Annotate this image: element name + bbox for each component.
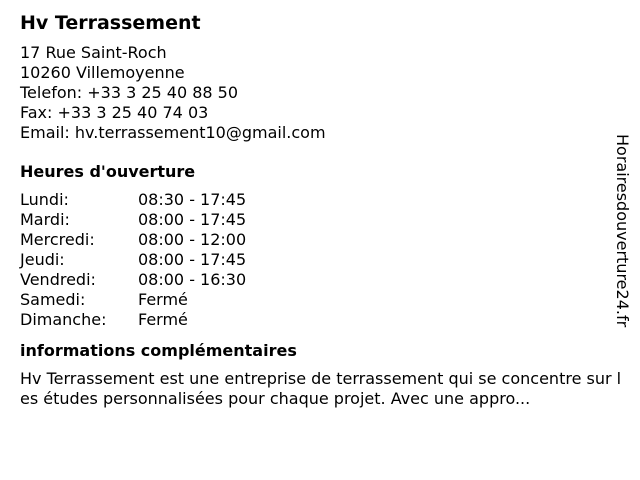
- day-label: Dimanche:: [20, 310, 107, 329]
- day-label: Lundi:: [20, 190, 69, 209]
- hours-row-monday: [20, 190, 630, 210]
- day-label: Jeudi:: [20, 250, 65, 269]
- fax-number: Fax: +33 3 25 40 74 03: [20, 103, 209, 122]
- hours-table: [20, 190, 630, 330]
- time-value: 08:30 - 17:45: [138, 190, 247, 209]
- site-watermark: Horairesdouverture24.fr: [613, 134, 632, 328]
- business-description: Hv Terrassement est une entreprise de terrassement qui se concentre sur les études personnalisées pour chaque projet. Avec une appro...: [20, 369, 622, 408]
- time-value: 08:00 - 17:45: [138, 250, 247, 269]
- day-label: Vendredi:: [20, 270, 96, 289]
- hours-row-friday: [20, 270, 630, 290]
- business-name: Hv Terrassement: [20, 12, 201, 34]
- day-label: Mardi:: [20, 210, 70, 229]
- hours-row-tuesday: [20, 210, 630, 230]
- day-label: Mercredi:: [20, 230, 95, 249]
- phone-number: Telefon: +33 3 25 40 88 50: [20, 83, 239, 102]
- hours-heading: Heures d'ouverture: [20, 162, 196, 181]
- time-value: 08:00 - 17:45: [138, 210, 247, 229]
- info-heading: informations complémentaires: [20, 341, 297, 360]
- time-value: Fermé: [138, 290, 188, 309]
- address-street: 17 Rue Saint-Roch: [20, 43, 167, 62]
- address-city: 10260 Villemoyenne: [20, 63, 185, 82]
- hours-row-saturday: [20, 290, 630, 310]
- email-address: Email: hv.terrassement10@gmail.com: [20, 123, 326, 142]
- hours-row-thursday: [20, 250, 630, 270]
- time-value: Fermé: [138, 310, 188, 329]
- contact-block: [20, 43, 630, 143]
- day-label: Samedi:: [20, 290, 86, 309]
- hours-row-sunday: [20, 310, 630, 330]
- time-value: 08:00 - 16:30: [138, 270, 247, 289]
- time-value: 08:00 - 12:00: [138, 230, 247, 249]
- business-card: [20, 11, 630, 409]
- hours-row-wednesday: [20, 230, 630, 250]
